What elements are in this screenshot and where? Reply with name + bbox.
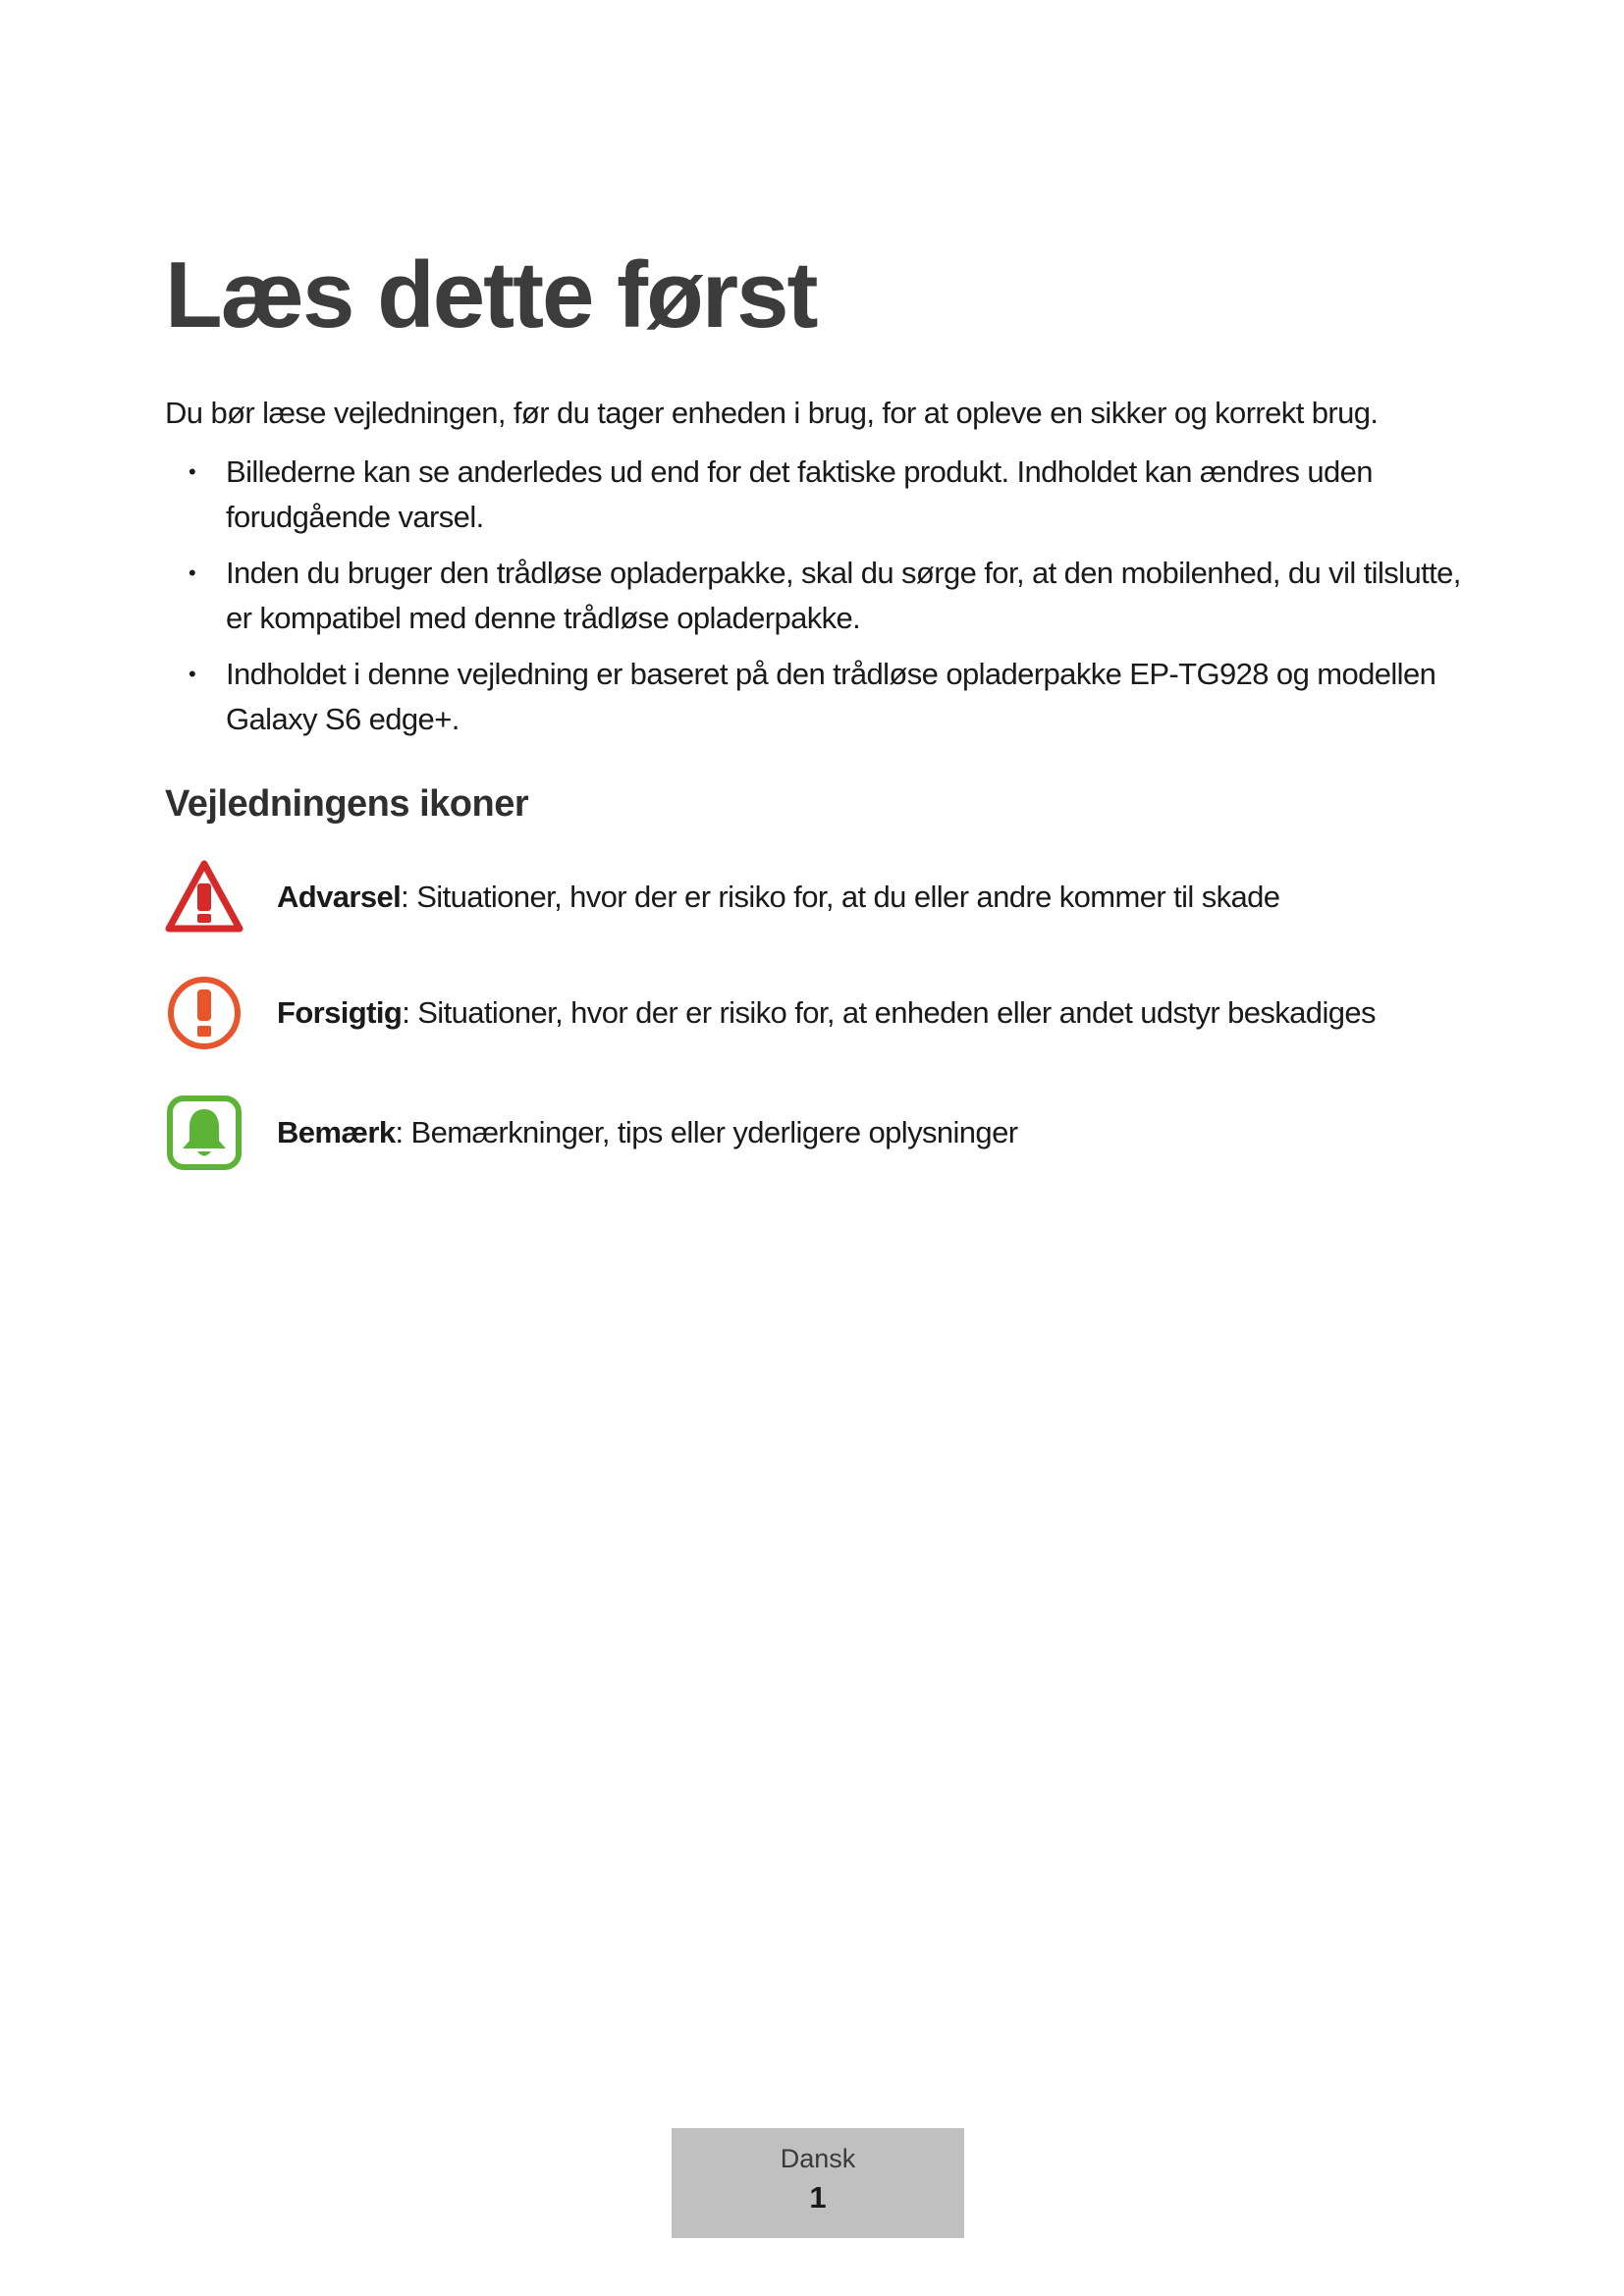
notice-list <box>165 450 1471 753</box>
icon-description: Situationer, hvor der er risiko for, at du eller andre kommer til skade <box>408 880 1280 914</box>
icon-separator: : <box>401 880 409 914</box>
section-heading: Vejledningens ikoner <box>165 783 529 825</box>
page-title: Læs dette først <box>165 242 817 347</box>
icon-legend-text <box>277 974 1376 1052</box>
intro-paragraph: Du bør læse vejledningen, før du tager enheden i brug, for at opleve en sikker og korrekt brug. <box>165 396 1379 430</box>
list-item-text: Billederne kan se anderledes ud end for det faktiske produkt. Indholdet kan ændres uden forudgående varsel. <box>226 454 1373 534</box>
list-item <box>165 450 1471 540</box>
icon-legend-text <box>277 1094 1017 1172</box>
icon-label: Advarsel <box>277 880 402 914</box>
list-item <box>165 652 1471 742</box>
note-bell-icon <box>165 1094 244 1172</box>
footer-language: Dansk <box>780 2144 856 2173</box>
list-item-text: Indholdet i denne vejledning er baseret på den trådløse opladerpakke EP-TG928 og modellen Galaxy S6 edge+. <box>226 657 1436 736</box>
caution-circle-icon <box>165 974 244 1052</box>
list-item <box>165 551 1471 641</box>
bullet-icon: • <box>189 459 196 484</box>
icon-label: Forsigtig <box>277 995 403 1030</box>
icon-legend-caution <box>165 974 1471 1052</box>
icon-separator: : <box>395 1115 404 1149</box>
list-item-text: Inden du bruger den trådløse opladerpakke, skal du sørge for, at den mobilenhed, du vil tilslutte, er kompatibel med denne trådløse opladerpakke. <box>226 556 1461 635</box>
bullet-icon: • <box>189 561 196 585</box>
page-number: 1 <box>809 2180 827 2215</box>
bullet-icon: • <box>189 662 196 686</box>
icon-description: Bemærkninger, tips eller yderligere oplysninger <box>403 1115 1018 1149</box>
icon-label: Bemærk <box>277 1115 396 1149</box>
icon-legend-warning <box>165 858 1471 936</box>
page-footer <box>672 2128 964 2238</box>
icon-legend-text <box>277 858 1279 936</box>
icon-description: Situationer, hvor der er risiko for, at enheden eller andet udstyr beskadiges <box>409 995 1376 1030</box>
warning-triangle-icon <box>165 858 244 936</box>
icon-separator: : <box>402 995 410 1030</box>
icon-legend-note <box>165 1094 1471 1172</box>
